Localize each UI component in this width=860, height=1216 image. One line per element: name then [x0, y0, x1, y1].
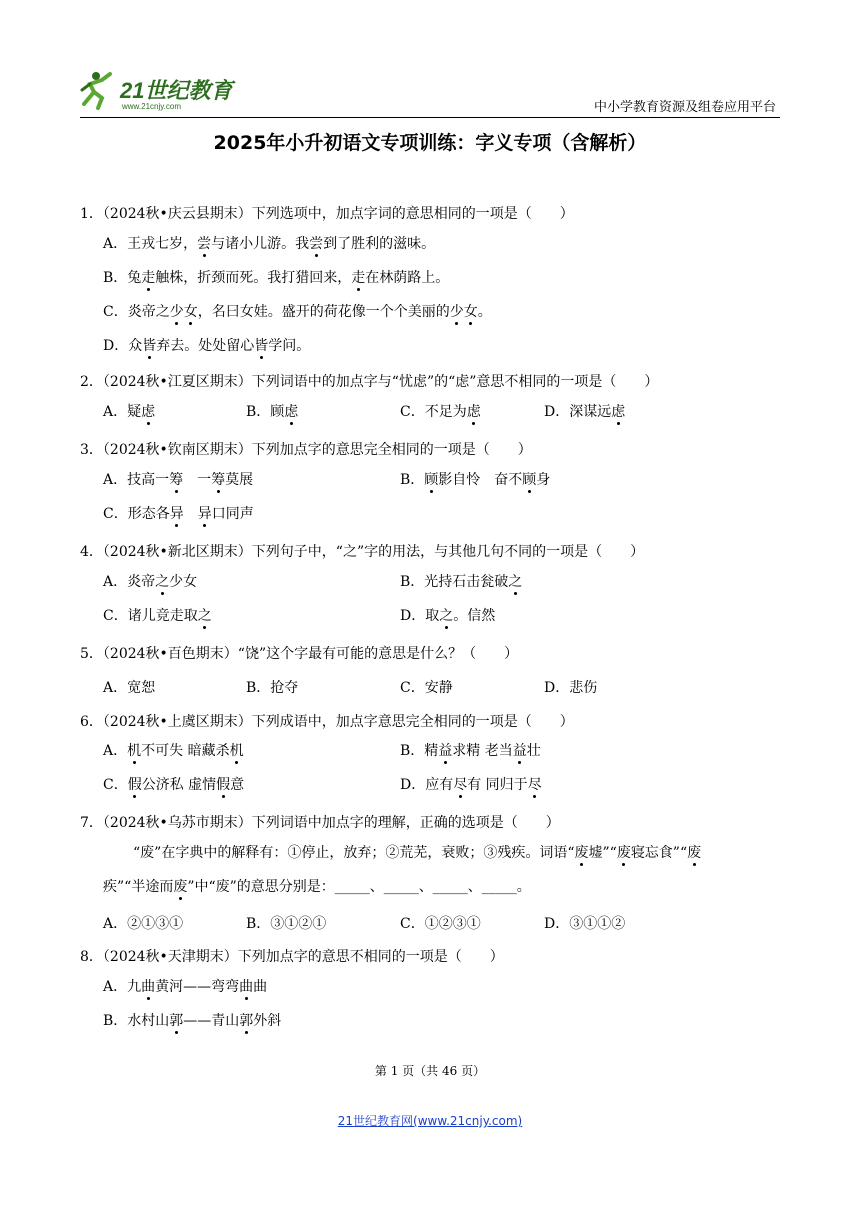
question-paragraph: “废”在字典中的解释有：①停止，放弃；②荒芜，衰败；③残疾。词语“废墟”“废寝忘食”“废 [133, 845, 702, 861]
option-b[interactable]: B．③①②① [246, 916, 327, 932]
option-c[interactable]: C．安静 [400, 680, 453, 696]
question-stem: 1．（2024秋•庆云县期末）下列选项中，加点字词的意思相同的一项是（ ） [80, 206, 574, 222]
option-c[interactable]: C．不足为虑 [400, 404, 481, 420]
question-stem: 4．（2024秋•新北区期末）下列句子中，“之”字的用法，与其他几句不同的一项是（ ） [80, 544, 645, 560]
option-b[interactable]: B．顾影自怜 奋不顾身 [400, 472, 551, 488]
page-title: 2025年小升初语文专项训练：字义专项（含解析） [213, 132, 647, 154]
option-b[interactable]: B．光持石击瓮破之 [400, 574, 523, 590]
runner-icon [80, 70, 250, 112]
option-c[interactable]: C．炎帝之少女，名曰女娃。盛开的荷花像一个个美丽的少女。 [103, 304, 492, 320]
option-c[interactable]: C．诸儿竞走取之 [103, 608, 212, 624]
option-a[interactable]: A．九曲黄河——弯弯曲曲 [103, 979, 268, 995]
option-b[interactable]: B．顾虑 [246, 404, 299, 420]
option-c[interactable]: C．①②③① [400, 916, 481, 932]
question-stem: 7．（2024秋•乌苏市期末）下列词语中加点字的理解，正确的选项是（ ） [80, 815, 560, 831]
option-d[interactable]: D．众皆弃去。处处留心皆学问。 [103, 338, 311, 354]
page-number: 第 1 页（共 46 页） [374, 1064, 486, 1078]
question-stem: 3．（2024秋•钦南区期末）下列加点字的意思完全相同的一项是（ ） [80, 442, 532, 458]
option-b[interactable]: B．兔走触株，折颈而死。我打猎回来，走在林荫路上。 [103, 270, 450, 286]
option-c[interactable]: C．假公济私 虚情假意 [103, 777, 245, 793]
option-a[interactable]: A．疑虑 [103, 404, 156, 420]
question-paragraph-cont: 疾”“半途而废”中“废”的意思分别是：_____、_____、_____、_____。 [103, 879, 531, 895]
option-c[interactable]: C．形态各异 异口同声 [103, 506, 254, 522]
header-tagline: 中小学教育资源及组卷应用平台 [593, 100, 776, 115]
logo-text: 21世纪教育 [120, 78, 233, 103]
logo [80, 70, 250, 110]
page-header [80, 64, 780, 118]
site-link[interactable]: 21世纪教育网(www.21cnjy.com) [337, 1114, 523, 1128]
option-a[interactable]: A．王戎七岁，尝与诸小儿游。我尝到了胜利的滋味。 [103, 236, 436, 252]
option-a[interactable]: A．宽恕 [103, 680, 156, 696]
header-rule [80, 117, 780, 118]
question-stem: 2．（2024秋•江夏区期末）下列词语中的加点字与“忧虑”的“虑”意思不相同的一项是（ ） [80, 374, 659, 390]
option-a[interactable]: A．炎帝之少女 [103, 574, 198, 590]
option-a[interactable]: A．机不可失 暗藏杀机 [103, 743, 244, 759]
option-d[interactable]: D．应有尽有 同归于尽 [400, 777, 542, 793]
question-stem: 8．（2024秋•天津期末）下列加点字的意思不相同的一项是（ ） [80, 949, 504, 965]
option-d[interactable]: D．悲伤 [544, 680, 598, 696]
question-stem: 6．（2024秋•上虞区期末）下列成语中，加点字意思完全相同的一项是（ ） [80, 714, 574, 730]
question-stem: 5．（2024秋•百色期末）“饶”这个字最有可能的意思是什么？（ ） [80, 646, 519, 662]
option-d[interactable]: D．取之。信然 [400, 608, 496, 624]
option-a[interactable]: A．技高一筹 一筹莫展 [103, 472, 254, 488]
option-b[interactable]: B．精益求精 老当益壮 [400, 743, 541, 759]
option-b[interactable]: B．抢夺 [246, 680, 299, 696]
option-a[interactable]: A．②①③① [103, 916, 184, 932]
option-d[interactable]: D．深谋远虑 [544, 404, 626, 420]
option-d[interactable]: D．③①①② [544, 916, 626, 932]
logo-subtext: www.21cnjy.com [122, 102, 181, 111]
option-b[interactable]: B．水村山郭——青山郭外斜 [103, 1013, 282, 1029]
